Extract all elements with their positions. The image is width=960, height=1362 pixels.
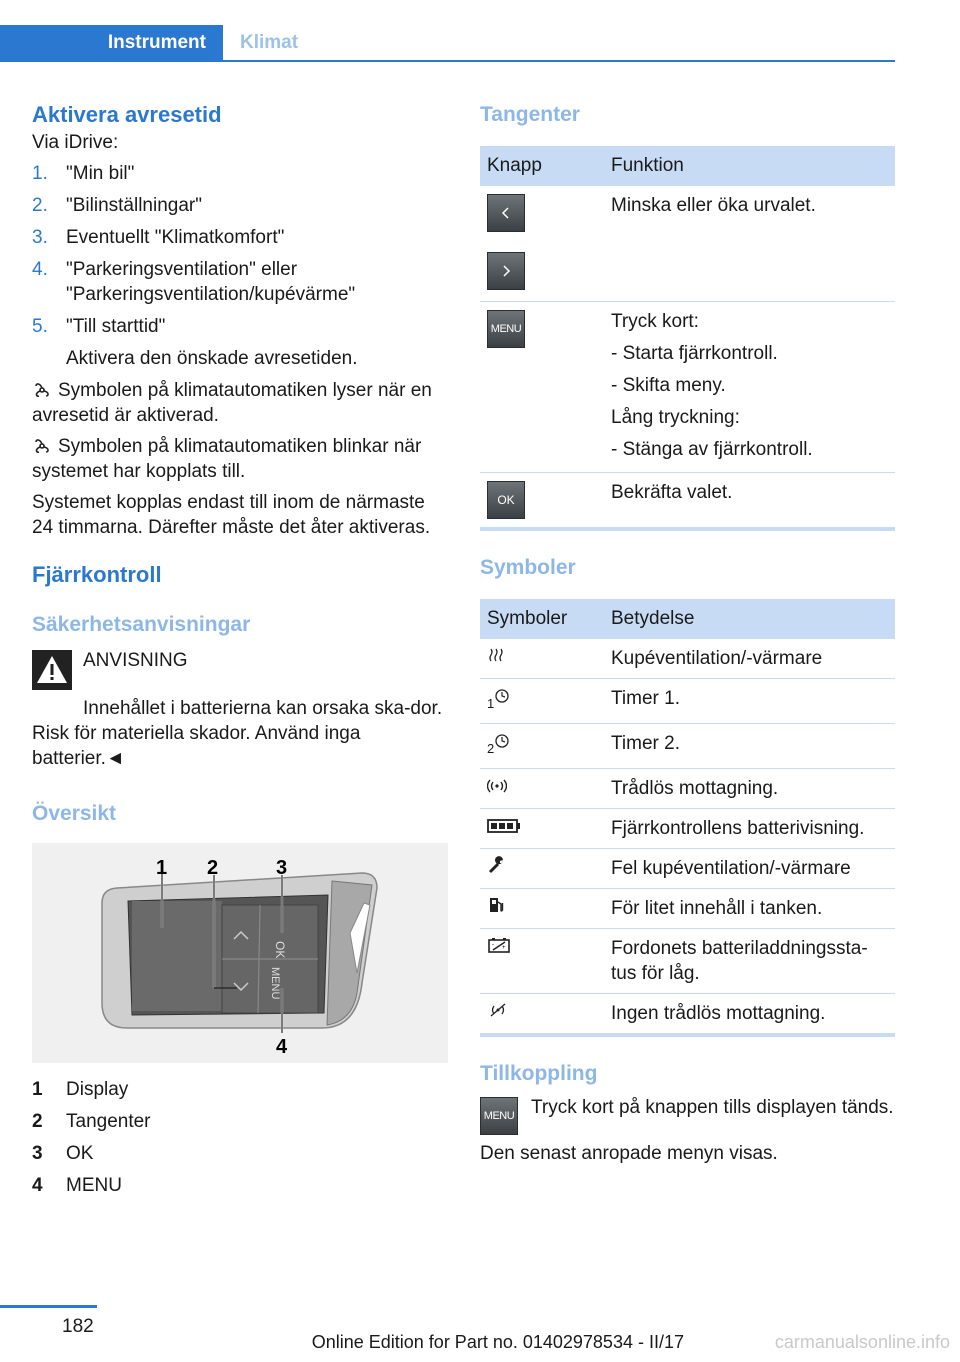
battery-icon xyxy=(487,818,521,834)
figure-legend xyxy=(32,1077,448,1198)
tab-instrument[interactable]: Instrument xyxy=(0,25,223,60)
list-item: 1 Display xyxy=(32,1079,129,1100)
col-knapp: Knapp xyxy=(480,146,604,186)
callout-2: 2 xyxy=(207,857,219,879)
list-item: 2. "Bilinställningar" xyxy=(32,195,202,216)
para-24h: Systemet kopplas endast till inom de närmaste 24 timmarna. Därefter måste det åter aktiveras. xyxy=(32,492,431,538)
table-row: + - Fordonets batteriladdningssta-tus för låg. xyxy=(480,929,895,994)
figure-ok-label: OK xyxy=(273,941,287,959)
table-row: För litet innehåll i tanken. xyxy=(480,889,895,929)
right-column xyxy=(480,100,895,1166)
wrench-icon xyxy=(487,856,507,874)
list-item: 2 Tangenter xyxy=(32,1111,151,1132)
table-row: MENU Tryck kort: - Starta fjärrkontroll. - Skifta meny. Lång tryckning: - Stänga av fjärrkontroll. xyxy=(480,302,895,473)
table-row xyxy=(480,186,895,302)
table-row: $_2$ Timer 2. xyxy=(480,724,895,769)
table-row xyxy=(480,473,895,530)
heading-tangenter: Tangenter xyxy=(480,103,580,126)
tab-klimat[interactable]: Klimat xyxy=(240,32,299,53)
tillkoppling-row xyxy=(480,1095,895,1135)
warning-title: ANVISNING xyxy=(83,650,188,671)
table-row: $_1$ Timer 1. xyxy=(480,679,895,724)
tillkoppling-text: Tryck kort på knappen tills displayen tänds. xyxy=(531,1097,894,1118)
list-item: 3. Eventuellt "Klimatkomfort" xyxy=(32,227,285,248)
warning-triangle-icon xyxy=(32,650,72,690)
menu-key-icon: MENU xyxy=(487,310,525,348)
symboler-table xyxy=(480,599,895,1037)
list-item: 5. "Till starttid" Aktivera den önskade avresetiden. xyxy=(32,316,358,369)
svg-text:+: + xyxy=(502,945,506,951)
left-arrow-key-icon xyxy=(487,194,525,232)
header-tabs xyxy=(0,25,895,62)
table-row: Trådlös mottagning. xyxy=(480,769,895,809)
arrows-function: Minska eller öka urvalet. xyxy=(604,186,895,302)
edition-text: Online Edition for Part no. 01402978534 - II/17 xyxy=(311,1332,684,1352)
heading-oversikt: Översikt xyxy=(32,802,117,825)
callout-1: 1 xyxy=(156,857,168,879)
figure-menu-label: MENU xyxy=(269,967,281,1000)
heat-wave-icon xyxy=(487,646,505,664)
list-item: 4. "Parkeringsventilation" eller "Parkeringsventilation/kupévärme" xyxy=(32,259,356,305)
tangenter-table xyxy=(480,146,895,531)
fuel-pump-icon xyxy=(487,896,505,914)
warning-text: Innehållet i batterierna kan orsaka ska-dor. Risk för materiella skador. Använd inga batterier.◄ xyxy=(32,698,443,769)
heading-symboler: Symboler xyxy=(480,556,576,579)
no-wireless-icon xyxy=(487,1001,509,1019)
callout-4: 4 xyxy=(276,1036,288,1058)
via-idrive: Via iDrive: xyxy=(32,132,119,153)
menu-key-icon: MENU xyxy=(480,1097,518,1135)
warning-note xyxy=(32,648,448,690)
watermark: carmanualsonline.info xyxy=(774,1332,950,1352)
list-item: 3 OK xyxy=(32,1143,94,1164)
remote-key-drawing xyxy=(32,843,448,1063)
svg-text:-: - xyxy=(492,942,494,948)
vehicle-battery-icon xyxy=(487,936,511,954)
heading-sakerhetsanvisningar: Säkerhetsanvisningar xyxy=(32,613,251,636)
left-column xyxy=(32,100,448,1205)
ok-key-icon: OK xyxy=(487,481,525,519)
table-row: Ingen trådlös mottagning. xyxy=(480,994,895,1036)
remote-control-illustration xyxy=(32,843,448,1063)
heading-aktivera-avresetid: Aktivera avresetid xyxy=(32,102,222,127)
fan-icon xyxy=(32,437,52,455)
timer-2-icon xyxy=(494,733,510,749)
footer-rule xyxy=(0,1305,97,1308)
col-betydelse: Betydelse xyxy=(604,599,895,639)
table-row: Kupéventilation/-värmare xyxy=(480,639,895,679)
timer-1-icon xyxy=(494,688,510,704)
para-symbol-lights: Symbolen på klimatautomatiken lyser när en avresetid är aktiverad. xyxy=(32,380,432,426)
heading-fjarrkontroll: Fjärrkontroll xyxy=(32,562,162,587)
right-arrow-key-icon xyxy=(487,252,525,290)
tillkoppling-text-2: Den senast anropade menyn visas. xyxy=(480,1143,778,1164)
ok-function: Bekräfta valet. xyxy=(604,473,895,530)
heading-tillkoppling: Tillkoppling xyxy=(480,1062,598,1085)
list-item: 1. "Min bil" xyxy=(32,163,135,184)
para-symbol-blinks: Symbolen på klimatautomatiken blinkar när systemet har kopplats till. xyxy=(32,436,422,482)
wireless-icon xyxy=(487,778,507,794)
col-symboler: Symboler xyxy=(480,599,604,639)
page-number: 182 xyxy=(62,1316,94,1337)
table-row: Fel kupéventilation/-värmare xyxy=(480,849,895,889)
callout-3: 3 xyxy=(276,857,288,879)
table-row: Fjärrkontrollens batterivisning. xyxy=(480,809,895,849)
list-item: 4 MENU xyxy=(32,1175,122,1196)
col-funktion: Funktion xyxy=(604,146,895,186)
fan-icon xyxy=(32,381,52,399)
steps-list xyxy=(32,161,448,371)
